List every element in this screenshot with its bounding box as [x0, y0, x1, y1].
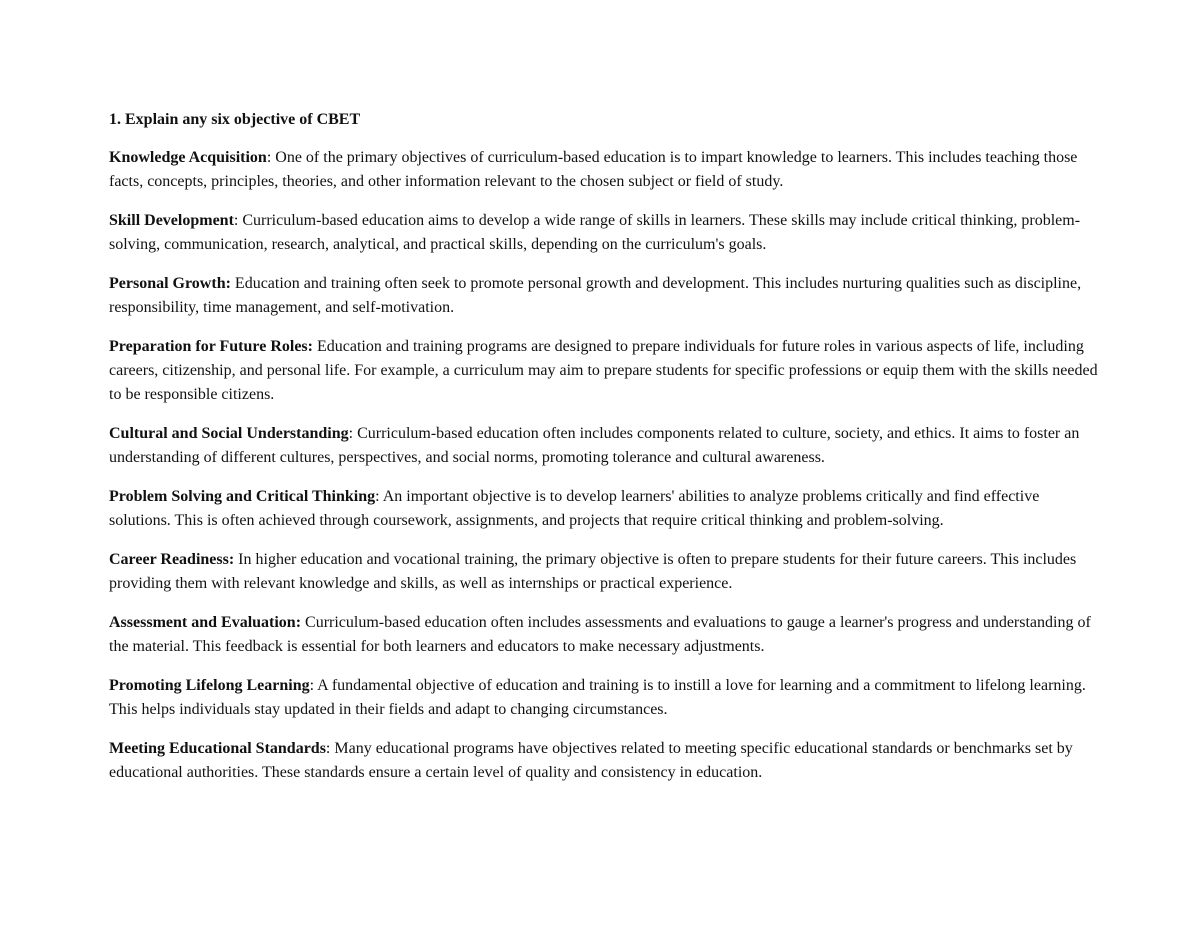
objective-text: Education and training programs are designed to prepare individuals for future roles in various aspects of life, including careers, citizenship, and personal life. For example, a curriculum may aim to prepare students for specific professions or equip them with the skills needed to be responsible citizens. — [109, 338, 1098, 403]
objective-term: Promoting Lifelong Learning — [109, 677, 310, 694]
objective-paragraph — [109, 146, 1099, 194]
objective-term: Preparation for Future Roles: — [109, 338, 313, 355]
objective-paragraph — [109, 548, 1099, 596]
objective-text: Education and training often seek to promote personal growth and development. This includes nurturing qualities such as discipline, responsibility, time management, and self-motivation. — [109, 275, 1082, 316]
objective-text: Curriculum-based education often includes assessments and evaluations to gauge a learner's progress and understanding of the material. This feedback is essential for both learners and educators to make necessary adjustments. — [109, 614, 1091, 655]
objective-paragraph — [109, 209, 1099, 257]
objective-paragraph — [109, 335, 1099, 407]
objective-paragraph — [109, 674, 1099, 722]
objective-paragraph — [109, 272, 1099, 320]
objective-text: An important objective is to develop learners' abilities to analyze problems critically and find effective solutions. This is often achieved through coursework, assignments, and projects that require critical thinking and problem-solving. — [109, 488, 1040, 529]
objective-separator: : — [375, 488, 380, 505]
objective-term: Problem Solving and Critical Thinking — [109, 488, 376, 505]
objective-paragraph — [109, 737, 1099, 785]
objective-term: Meeting Educational Standards — [109, 740, 326, 757]
objective-separator: : — [348, 425, 354, 442]
objective-term: Assessment and Evaluation: — [109, 614, 302, 631]
objective-text: Curriculum-based education aims to develop a wide range of skills in learners. These skills may include critical thinking, problem-solving, communication, research, analytical, and practical skills, depending on the curriculum's goals. — [109, 212, 1081, 253]
objective-separator: : — [325, 740, 331, 757]
question-heading: 1. Explain any six objective of CBET — [109, 111, 361, 128]
objective-term: Skill Development — [109, 212, 234, 229]
objective-term: Career Readiness: — [109, 551, 235, 568]
objective-separator: : — [309, 677, 315, 694]
objective-text: Curriculum-based education often includes components related to culture, society, and ethics. It aims to foster an understanding of different cultures, perspectives, and social norms, promoting tolerance and cultural awareness. — [109, 425, 1080, 466]
objective-text: One of the primary objectives of curriculum-based education is to impart knowledge to learners. This includes teaching those facts, concepts, principles, theories, and other information relevant to the chosen subject or field of study. — [109, 149, 1078, 190]
objective-separator: : — [266, 149, 272, 166]
objective-text: A fundamental objective of education and training is to instill a love for learning and a commitment to lifelong learning. This helps individuals stay updated in their fields and adapt to changing circumstances. — [109, 677, 1086, 718]
objective-separator: : — [233, 212, 239, 229]
objective-text: Many educational programs have objectives related to meeting specific educational standards or benchmarks set by educational authorities. These standards ensure a certain level of quality and consistency in education. — [109, 740, 1073, 781]
objective-term: Knowledge Acquisition — [109, 149, 267, 166]
objective-paragraph — [109, 422, 1099, 470]
objective-term: Personal Growth: — [109, 275, 231, 292]
document-page — [109, 108, 1099, 800]
objective-text: In higher education and vocational training, the primary objective is often to prepare students for their future careers. This includes providing them with relevant knowledge and skills, as well as internships or practical experience. — [109, 551, 1077, 592]
objective-term: Cultural and Social Understanding — [109, 425, 349, 442]
objective-paragraph — [109, 611, 1099, 659]
objective-paragraph — [109, 485, 1099, 533]
